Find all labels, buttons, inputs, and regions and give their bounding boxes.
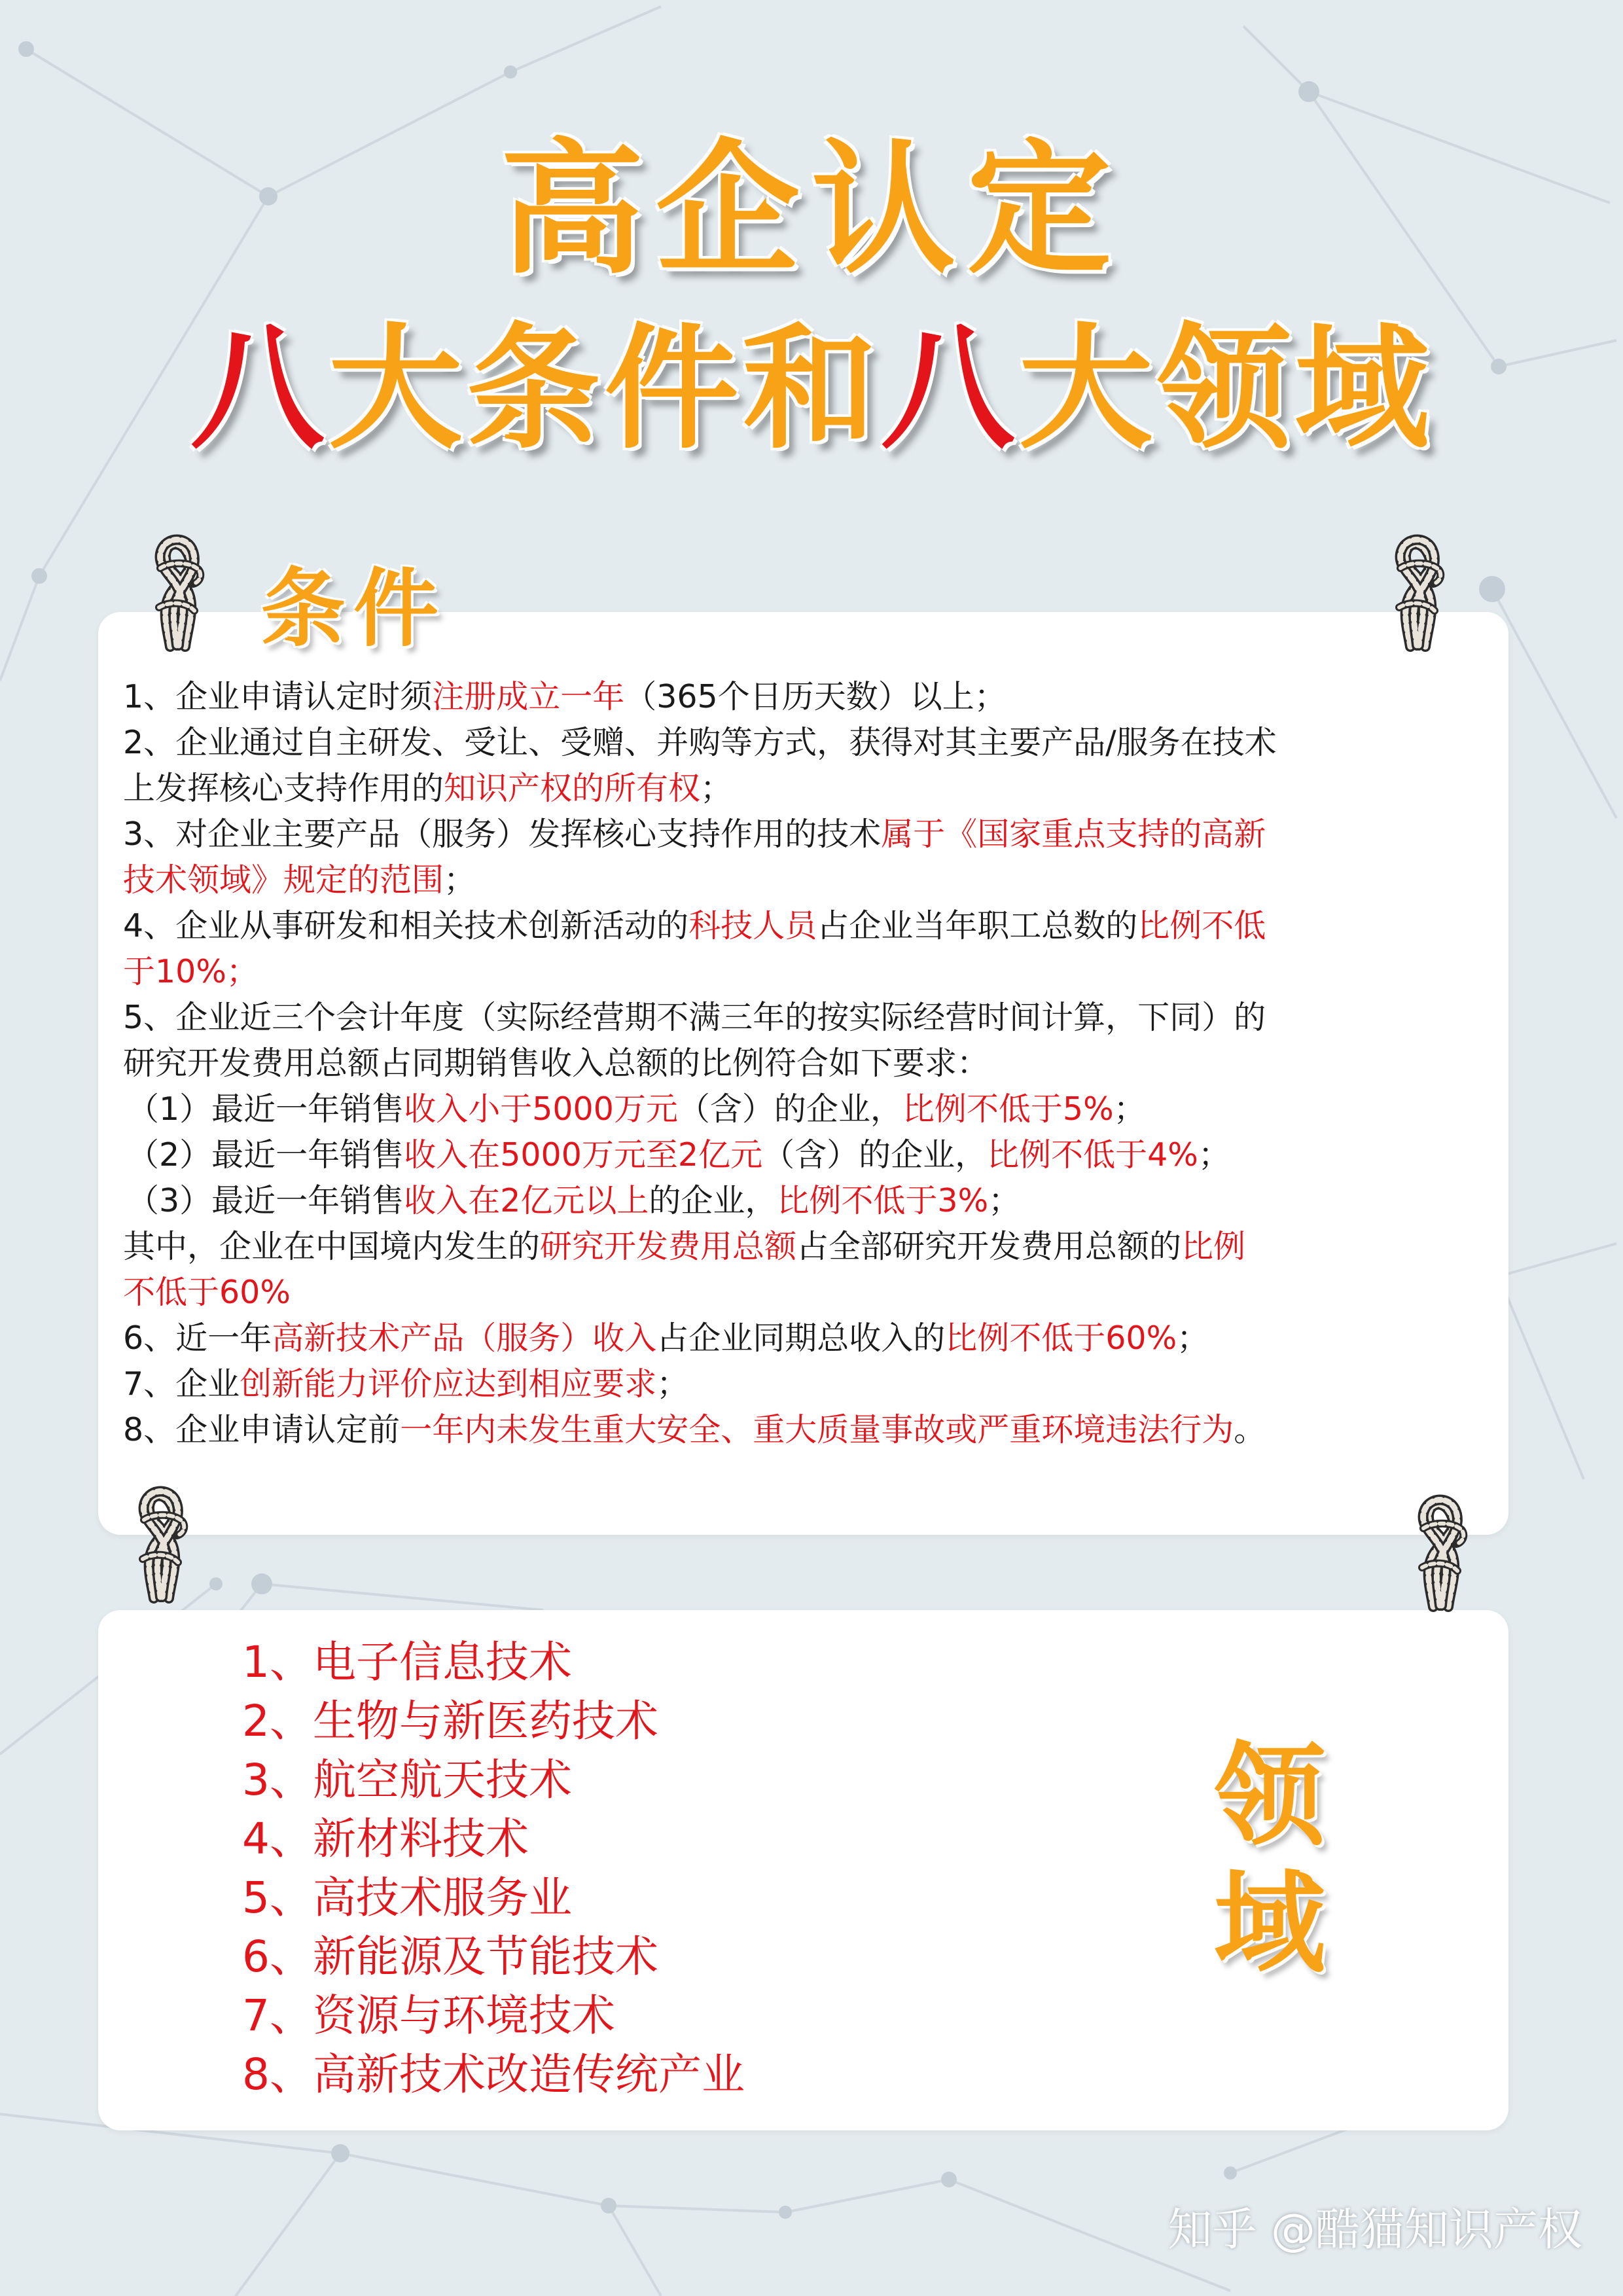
- sub-title-segment: 八: [190, 312, 329, 467]
- condition-text: 研究开发费用总额占同期销售收入总额的比例符合如下要求：: [123, 1045, 990, 1082]
- condition-line: [123, 1316, 1497, 1361]
- condition-text: 3、对企业主要产品（服务）发挥核心支持作用的技术: [123, 816, 882, 853]
- sub-title: [0, 311, 1623, 468]
- field-item: 5、高技术服务业: [242, 1873, 572, 1923]
- sub-title-segment: 八: [880, 312, 1019, 467]
- condition-text: 4、企业从事研发和相关技术创新活动的: [123, 907, 689, 944]
- condition-line: [123, 1224, 1497, 1270]
- condition-line: [123, 812, 1497, 857]
- condition-highlight: 高新技术产品（服务）收入: [272, 1319, 657, 1357]
- condition-text: 其中，企业在中国境内发生的: [123, 1228, 541, 1265]
- condition-line: [123, 949, 1497, 995]
- condition-highlight: 比例: [1181, 1228, 1246, 1265]
- condition-line: [123, 674, 1497, 720]
- condition-text: 的企业，: [649, 1182, 777, 1219]
- condition-text: ；: [1113, 1090, 1146, 1128]
- fields-list: [242, 1633, 745, 2104]
- condition-line: [123, 1086, 1497, 1132]
- field-item: 2、生物与新医药技术: [242, 1696, 658, 1746]
- condition-highlight: 注册成立一年: [432, 678, 625, 715]
- condition-text: ；: [1177, 1319, 1209, 1357]
- condition-text: ；: [988, 1182, 1021, 1219]
- condition-highlight: 属于《国家重点支持的高新: [881, 816, 1266, 853]
- condition-text: 2、企业通过自主研发、受让、受赠、并购等方式，获得对其主要产品/服务在技术: [123, 724, 1277, 761]
- rope-knot-icon: [1381, 529, 1453, 653]
- condition-highlight: 收入小于5000万元: [404, 1090, 678, 1128]
- condition-text: 占企业当年职工总数的: [817, 907, 1138, 944]
- conditions-heading: 条件: [260, 559, 447, 658]
- condition-highlight: 比例不低: [1137, 907, 1266, 944]
- condition-text: 。: [1234, 1411, 1266, 1448]
- condition-highlight: 收入在2亿元以上: [404, 1182, 649, 1219]
- condition-line: [123, 1178, 1497, 1224]
- condition-line: [123, 995, 1497, 1041]
- field-item: 7、资源与环境技术: [242, 1990, 615, 2041]
- field-item: 1、电子信息技术: [242, 1637, 572, 1687]
- condition-line: [123, 1270, 1497, 1316]
- condition-highlight: 科技人员: [688, 907, 817, 944]
- condition-highlight: 比例不低于5%: [902, 1090, 1114, 1128]
- condition-line: [123, 1361, 1497, 1407]
- field-item: 6、新能源及节能技术: [242, 1931, 658, 1982]
- condition-text: 7、企业: [123, 1365, 240, 1403]
- sub-title-segment: 大领域: [1018, 312, 1433, 467]
- condition-text: 6、近一年: [123, 1319, 272, 1357]
- condition-line: [123, 903, 1497, 949]
- fields-heading-top: 领: [1213, 1732, 1325, 1861]
- condition-text: （含）的企业，: [762, 1136, 988, 1174]
- field-item: 3、航空航天技术: [242, 1755, 572, 1805]
- field-item: 8、高新技术改造传统产业: [242, 2049, 745, 2100]
- condition-highlight: 不低于60%: [123, 1274, 291, 1311]
- condition-line: [123, 720, 1497, 766]
- condition-text: （含）的企业，: [677, 1090, 902, 1128]
- condition-highlight: 知识产权的所有权: [444, 770, 701, 807]
- condition-text: （365个日历天数）以上；: [624, 678, 1007, 715]
- condition-highlight: 收入在5000万元至2亿元: [404, 1136, 763, 1174]
- condition-line: [123, 1041, 1497, 1086]
- condition-text: 占全部研究开发费用总额的: [796, 1228, 1182, 1265]
- condition-text: 1、企业申请认定时须: [123, 678, 433, 715]
- condition-text: 8、企业申请认定前: [123, 1411, 401, 1448]
- condition-text: （1）最近一年销售: [127, 1090, 404, 1128]
- fields-heading-bottom: 域: [1213, 1859, 1325, 1989]
- condition-highlight: 一年内未发生重大安全、重大质量事故或严重环境违法行为: [400, 1411, 1234, 1448]
- main-title: 高企认定: [499, 126, 1123, 293]
- condition-line: [123, 857, 1497, 903]
- condition-text: 5、企业近三个会计年度（实际经营期不满三年的按实际经营时间计算，下同）的: [123, 999, 1266, 1036]
- condition-text: （3）最近一年销售: [127, 1182, 404, 1219]
- condition-text: ；: [656, 1365, 689, 1403]
- watermark: 知乎 @酷猫知识产权: [1168, 2204, 1582, 2256]
- field-item: 4、新材料技术: [242, 1814, 529, 1864]
- condition-text: 占企业同期总收入的: [656, 1319, 946, 1357]
- condition-line: [123, 766, 1497, 812]
- condition-text: ；: [444, 861, 476, 899]
- rope-knot-icon: [141, 529, 213, 653]
- conditions-list: [123, 674, 1497, 1453]
- condition-highlight: 比例不低于3%: [777, 1182, 989, 1219]
- sub-title-segment: 大条件和: [328, 312, 881, 467]
- condition-highlight: 于10%；: [123, 953, 259, 990]
- rope-knot-icon: [1404, 1489, 1476, 1613]
- condition-line: [123, 1132, 1497, 1178]
- condition-highlight: 创新能力评价应达到相应要求: [240, 1365, 657, 1403]
- condition-text: ；: [700, 770, 733, 807]
- rope-knot-icon: [124, 1480, 196, 1605]
- condition-highlight: 比例不低于4%: [987, 1136, 1198, 1174]
- condition-highlight: 研究开发费用总额: [540, 1228, 797, 1265]
- condition-line: [123, 1407, 1497, 1453]
- condition-highlight: 技术领域》规定的范围: [123, 861, 444, 899]
- condition-text: （2）最近一年销售: [127, 1136, 404, 1174]
- condition-highlight: 比例不低于60%: [945, 1319, 1177, 1357]
- condition-text: ；: [1198, 1136, 1230, 1174]
- condition-text: 上发挥核心支持作用的: [123, 770, 444, 807]
